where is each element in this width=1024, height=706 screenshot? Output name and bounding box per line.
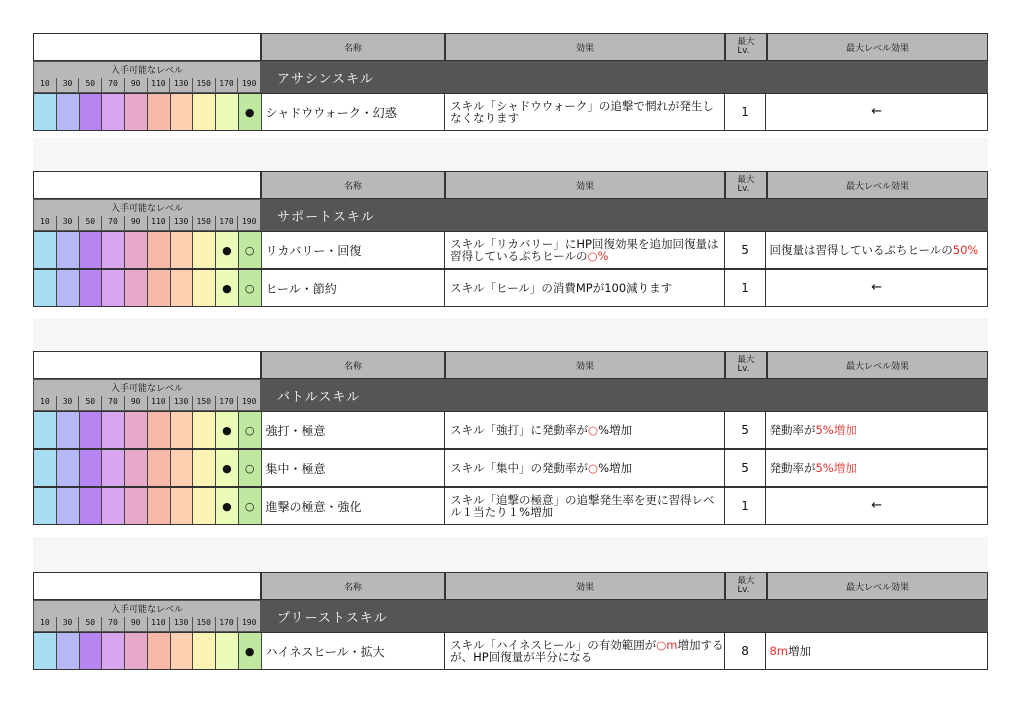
level-legend <box>33 600 261 632</box>
level-swatch <box>171 412 194 448</box>
effect-fragment: %増加 <box>598 461 633 475</box>
level-number: 90 <box>124 617 147 631</box>
skill-section <box>33 572 988 670</box>
header-blank <box>33 33 261 61</box>
header-name: 名称 <box>261 572 445 600</box>
level-swatch <box>80 633 103 669</box>
open-circle-icon: ○ <box>244 243 255 257</box>
level-number: 110 <box>147 216 170 230</box>
skill-name: 強打・極意 <box>262 412 446 448</box>
level-swatches <box>34 270 262 306</box>
max-effect-fragment: ← <box>871 280 883 295</box>
level-legend <box>33 379 261 411</box>
filled-circle-icon: ● <box>222 423 232 437</box>
filled-circle-icon: ● <box>222 461 232 475</box>
level-numbers <box>34 617 260 631</box>
level-number: 70 <box>101 216 124 230</box>
level-number: 150 <box>192 396 215 410</box>
level-legend <box>33 199 261 231</box>
effect-fragment: スキル「追撃の極意」の追撃発生率を更に習得レベル１当たり１%増加 <box>450 493 715 519</box>
max-effect-text <box>769 244 978 256</box>
level-swatches <box>34 412 262 448</box>
skill-name: ヒール・節約 <box>262 270 446 306</box>
level-swatch <box>148 270 171 306</box>
level-number: 50 <box>78 396 101 410</box>
skill-row <box>33 411 988 449</box>
level-swatch <box>125 450 148 486</box>
level-swatch <box>148 412 171 448</box>
level-swatch <box>239 94 262 130</box>
skill-max-level: 8 <box>725 633 767 669</box>
header-max-lv: 最大 Lv. <box>725 572 767 600</box>
header-max-effect: 最大レベル効果 <box>767 572 988 600</box>
level-swatch <box>34 488 57 524</box>
level-swatch <box>148 232 171 268</box>
header-max-effect: 最大レベル効果 <box>767 171 988 199</box>
max-effect-text <box>769 424 856 436</box>
level-number: 50 <box>78 617 101 631</box>
effect-fragment: 増加するが、HP回復量が半分になる <box>450 638 724 664</box>
skill-max-effect <box>766 94 987 130</box>
skill-max-effect <box>766 633 987 669</box>
header-max-effect: 最大レベル効果 <box>767 33 988 61</box>
level-swatch <box>148 450 171 486</box>
level-swatch <box>102 94 125 130</box>
skill-effect-text <box>450 639 723 663</box>
header-max-lv: 最大 Lv. <box>725 171 767 199</box>
level-swatch <box>34 94 57 130</box>
skill-max-level: 1 <box>725 94 767 130</box>
skill-effect <box>445 412 724 448</box>
level-swatch <box>80 232 103 268</box>
level-swatch <box>148 633 171 669</box>
level-swatch <box>102 412 125 448</box>
filled-circle-icon: ● <box>222 499 232 513</box>
level-swatch <box>34 270 57 306</box>
skill-effect-text <box>450 238 723 262</box>
level-swatch <box>34 232 57 268</box>
level-number: 150 <box>192 216 215 230</box>
effect-fragment: ○ <box>588 461 599 475</box>
level-swatch <box>193 450 216 486</box>
header-max-lv: 最大 Lv. <box>725 33 767 61</box>
level-swatch <box>239 412 262 448</box>
skill-max-effect <box>766 270 987 306</box>
section-spacer <box>33 138 988 171</box>
level-number: 70 <box>101 396 124 410</box>
level-number: 70 <box>101 78 124 92</box>
skill-effect-text <box>450 282 672 294</box>
level-numbers <box>34 78 260 92</box>
header-effect: 効果 <box>445 171 725 199</box>
effect-fragment: スキル「強打」に発動率が <box>450 423 589 437</box>
level-number: 190 <box>237 396 260 410</box>
level-number: 130 <box>169 78 192 92</box>
level-swatch <box>193 270 216 306</box>
level-number: 130 <box>169 396 192 410</box>
level-number: 50 <box>78 216 101 230</box>
level-number: 10 <box>34 78 56 92</box>
level-number: 30 <box>56 617 79 631</box>
skill-max-effect <box>766 232 987 268</box>
header-blank <box>33 351 261 379</box>
level-swatch <box>148 94 171 130</box>
level-swatch <box>57 633 80 669</box>
skill-section <box>33 171 988 307</box>
level-swatch <box>102 270 125 306</box>
level-swatch <box>171 488 194 524</box>
level-number: 90 <box>124 78 147 92</box>
level-swatch <box>125 412 148 448</box>
level-swatch <box>171 270 194 306</box>
header-name: 名称 <box>261 351 445 379</box>
skill-row <box>33 93 988 131</box>
effect-fragment: ○% <box>587 249 609 263</box>
level-swatch <box>125 633 148 669</box>
skill-max-effect <box>766 450 987 486</box>
level-swatch <box>216 412 239 448</box>
level-numbers <box>34 216 260 230</box>
level-number: 170 <box>215 396 238 410</box>
skill-max-effect <box>766 488 987 524</box>
skill-name: ハイネスヒール・拡大 <box>262 633 446 669</box>
level-number: 30 <box>56 78 79 92</box>
filled-circle-icon: ● <box>222 243 232 257</box>
level-swatch <box>193 633 216 669</box>
skill-name: リカバリー・回復 <box>262 232 446 268</box>
level-number: 10 <box>34 617 56 631</box>
level-numbers <box>34 396 260 410</box>
level-swatch <box>171 633 194 669</box>
open-circle-icon: ○ <box>244 499 255 513</box>
category-title: プリーストスキル <box>261 600 988 632</box>
level-swatch <box>239 270 262 306</box>
level-swatch <box>193 412 216 448</box>
level-number: 190 <box>237 216 260 230</box>
effect-fragment: スキル「ヒール」の消費MPが100減ります <box>450 281 673 295</box>
level-swatches <box>34 94 262 130</box>
level-number: 110 <box>147 396 170 410</box>
level-swatch <box>216 450 239 486</box>
skill-section <box>33 33 988 131</box>
level-swatch <box>216 232 239 268</box>
effect-fragment: %増加 <box>598 423 633 437</box>
level-swatches <box>34 232 262 268</box>
max-effect-fragment: 回復量は習得しているぷちヒールの <box>769 243 953 257</box>
level-swatches <box>34 633 262 669</box>
max-effect-text <box>769 462 856 474</box>
level-swatch <box>80 412 103 448</box>
level-number: 170 <box>215 617 238 631</box>
left-arrow-icon <box>871 106 882 118</box>
level-swatch <box>34 450 57 486</box>
filled-circle-icon: ● <box>222 281 232 295</box>
level-swatch <box>80 94 103 130</box>
level-swatch <box>34 412 57 448</box>
category-title: バトルスキル <box>261 379 988 411</box>
level-swatches <box>34 488 262 524</box>
left-arrow-icon <box>871 282 882 294</box>
level-number: 170 <box>215 78 238 92</box>
level-swatch <box>125 270 148 306</box>
level-legend-title: 入手可能なレベル <box>110 605 183 615</box>
level-swatch <box>239 232 262 268</box>
skill-name: 集中・極意 <box>262 450 446 486</box>
skill-effect-text <box>450 424 632 436</box>
skill-effect-text <box>450 462 632 474</box>
skill-max-effect <box>766 412 987 448</box>
max-effect-fragment: 発動率が <box>769 461 816 475</box>
max-effect-fragment: 5%増加 <box>815 423 857 437</box>
skill-row <box>33 632 988 670</box>
level-swatch <box>57 94 80 130</box>
left-arrow-icon <box>871 500 882 512</box>
open-circle-icon: ○ <box>244 423 255 437</box>
level-number: 30 <box>56 216 79 230</box>
filled-circle-icon: ● <box>244 105 255 119</box>
level-swatch <box>193 488 216 524</box>
level-swatch <box>239 488 262 524</box>
max-effect-fragment: 50% <box>952 243 979 257</box>
max-effect-fragment: ← <box>871 104 883 119</box>
level-number: 190 <box>237 78 260 92</box>
level-swatch <box>171 94 194 130</box>
level-swatch <box>193 94 216 130</box>
level-number: 150 <box>192 78 215 92</box>
level-swatch <box>80 488 103 524</box>
section-spacer <box>33 318 988 351</box>
level-number: 10 <box>34 216 56 230</box>
level-number: 150 <box>192 617 215 631</box>
level-swatch <box>171 232 194 268</box>
level-swatch <box>102 450 125 486</box>
level-swatch <box>239 450 262 486</box>
skill-effect <box>445 270 724 306</box>
effect-fragment: スキル「リカバリー」にHP回復効果を追加回復量は習得しているぷちヒールの <box>450 237 719 263</box>
category-title: サポートスキル <box>261 199 988 231</box>
level-swatch <box>102 232 125 268</box>
skill-effect <box>445 488 724 524</box>
header-effect: 効果 <box>445 33 725 61</box>
level-number: 10 <box>34 396 56 410</box>
level-swatch <box>193 232 216 268</box>
level-swatch <box>57 488 80 524</box>
skill-row <box>33 269 988 307</box>
level-swatch <box>171 450 194 486</box>
header-max-effect: 最大レベル効果 <box>767 351 988 379</box>
open-circle-icon: ○ <box>244 281 255 295</box>
open-circle-icon: ○ <box>244 461 255 475</box>
level-legend-title: 入手可能なレベル <box>110 66 183 76</box>
level-number: 130 <box>169 617 192 631</box>
level-number: 50 <box>78 78 101 92</box>
level-swatch <box>102 633 125 669</box>
table-header <box>33 33 988 61</box>
level-swatch <box>216 488 239 524</box>
level-swatch <box>125 94 148 130</box>
table-header <box>33 171 988 199</box>
skill-row <box>33 231 988 269</box>
level-swatch <box>57 270 80 306</box>
header-effect: 効果 <box>445 351 725 379</box>
effect-fragment: スキル「集中」の発動率が <box>450 461 589 475</box>
skill-row <box>33 449 988 487</box>
level-swatch <box>80 270 103 306</box>
skill-effect <box>445 450 724 486</box>
level-swatches <box>34 450 262 486</box>
skill-effect <box>445 232 724 268</box>
skill-effect <box>445 94 724 130</box>
level-swatch <box>80 450 103 486</box>
level-swatch <box>216 270 239 306</box>
level-swatch <box>57 232 80 268</box>
level-swatch <box>148 488 171 524</box>
max-effect-fragment: 増加 <box>788 644 811 658</box>
max-effect-fragment: 発動率が <box>769 423 816 437</box>
skill-max-level: 5 <box>725 412 767 448</box>
header-effect: 効果 <box>445 572 725 600</box>
skill-row <box>33 487 988 525</box>
max-effect-fragment: ← <box>871 498 883 513</box>
level-number: 170 <box>215 216 238 230</box>
level-number: 110 <box>147 617 170 631</box>
max-effect-text <box>769 645 811 657</box>
effect-fragment: ○m <box>656 638 678 652</box>
level-number: 110 <box>147 78 170 92</box>
skill-effect-text <box>450 100 723 124</box>
level-swatch <box>57 412 80 448</box>
skill-max-level: 5 <box>725 450 767 486</box>
level-number: 30 <box>56 396 79 410</box>
level-swatch <box>125 488 148 524</box>
skill-section <box>33 351 988 525</box>
effect-fragment: スキル「ハイネスヒール」の有効範囲が <box>450 638 657 652</box>
section-spacer <box>33 537 988 572</box>
level-legend <box>33 61 261 93</box>
level-swatch <box>216 633 239 669</box>
level-swatch <box>125 232 148 268</box>
effect-fragment: スキル「シャドウウォーク」の追撃で惘れが発生しなくなります <box>450 99 714 125</box>
level-swatch <box>102 488 125 524</box>
max-effect-fragment: 8m <box>769 644 788 658</box>
skill-effect <box>445 633 724 669</box>
level-swatch <box>239 633 262 669</box>
skill-name: 進撃の極意・強化 <box>262 488 446 524</box>
effect-fragment: ○ <box>588 423 599 437</box>
level-number: 130 <box>169 216 192 230</box>
max-effect-fragment: 5%増加 <box>815 461 857 475</box>
level-swatch <box>57 450 80 486</box>
header-blank <box>33 171 261 199</box>
level-legend-title: 入手可能なレベル <box>110 384 183 394</box>
header-blank <box>33 572 261 600</box>
level-number: 70 <box>101 617 124 631</box>
header-max-lv: 最大 Lv. <box>725 351 767 379</box>
table-header <box>33 572 988 600</box>
level-swatch <box>34 633 57 669</box>
category-title: アサシンスキル <box>261 61 988 93</box>
level-number: 190 <box>237 617 260 631</box>
skill-name: シャドウウォーク・幻惑 <box>262 94 446 130</box>
skill-max-level: 5 <box>725 232 767 268</box>
filled-circle-icon: ● <box>244 644 255 658</box>
level-swatch <box>216 94 239 130</box>
skill-max-level: 1 <box>725 270 767 306</box>
table-header <box>33 351 988 379</box>
level-number: 90 <box>124 396 147 410</box>
skill-max-level: 1 <box>725 488 767 524</box>
level-legend-title: 入手可能なレベル <box>110 204 183 214</box>
level-number: 90 <box>124 216 147 230</box>
header-name: 名称 <box>261 171 445 199</box>
skill-effect-text <box>450 494 723 518</box>
header-name: 名称 <box>261 33 445 61</box>
